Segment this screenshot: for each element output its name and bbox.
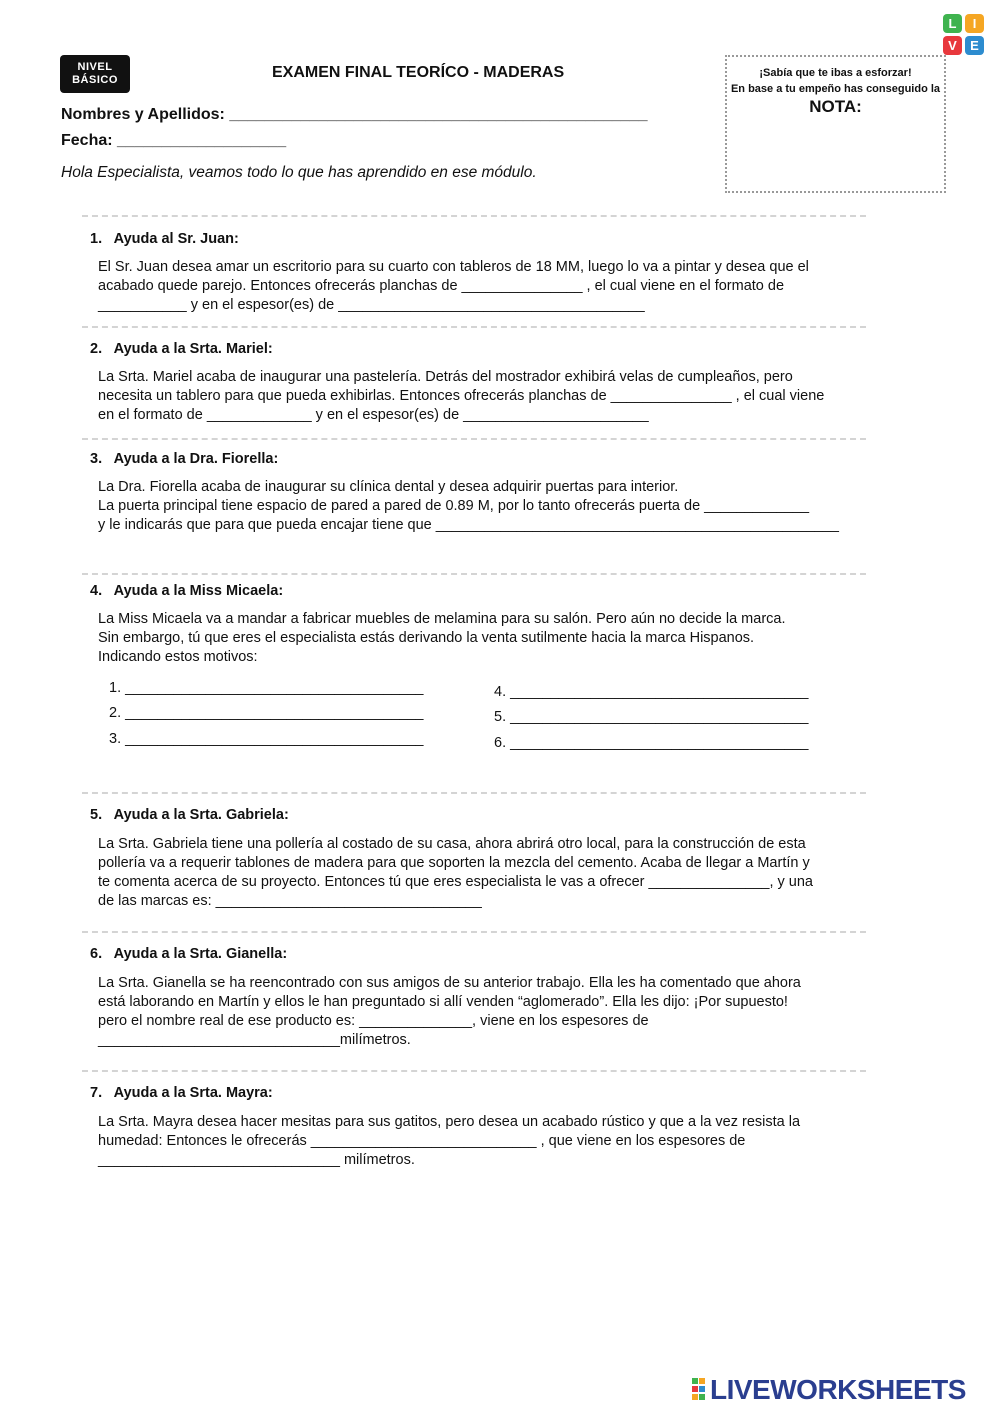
intro-text: Hola Especialista, veamos todo lo que has aprendido en ese módulo. [61, 164, 537, 181]
text-line: Indicando estos motivos: [98, 649, 258, 665]
question-number: 4. [90, 583, 103, 599]
text-line: acabado quede parejo. Entonces ofrecerás planchas de _______________ , el cual viene en el formato de [98, 278, 785, 294]
divider [82, 931, 866, 933]
text-line: ___________ y en el espesor(es) de ______________________________________ [98, 297, 645, 313]
page-title: EXAMEN FINAL TEORÍCO - MADERAS [272, 64, 565, 81]
text-line: El Sr. Juan desea amar un escritorio para su cuarto con tableros de 18 MM, luego lo va a pintar y desea que el [98, 259, 809, 275]
logo-letter-i: I [965, 14, 984, 33]
question-title: Ayuda a la Srta. Gianella: [113, 946, 288, 962]
text-line: está laborando en Martín y ellos le han preguntado si allí venden “aglomerado”. Ella les dijo: ¡Por supuesto! [98, 994, 788, 1010]
grade-box [725, 55, 946, 193]
answer-item-6[interactable]: 6. _____________________________________ [494, 735, 809, 751]
text-line: pero el nombre real de ese producto es: ______________, viene en los espesores de [98, 1013, 649, 1029]
question-number: 5. [90, 807, 103, 823]
text-line: en el formato de _____________ y en el espesor(es) de _______________________ [98, 407, 649, 423]
text-line: La Dra. Fiorella acaba de inaugurar su clínica dental y desea adquirir puertas para interior. [98, 479, 679, 495]
badge-line1: NIVEL [77, 61, 113, 73]
question-1-text[interactable] [98, 258, 862, 315]
answer-item-1[interactable]: 1. _____________________________________ [109, 680, 424, 696]
grade-label: NOTA: [809, 97, 862, 116]
badge-line2: BÁSICO [72, 74, 118, 86]
text-line: ______________________________milímetros. [98, 1032, 411, 1048]
question-number: 7. [90, 1085, 103, 1101]
divider [82, 1070, 866, 1072]
question-title: Ayuda a la Miss Micaela: [113, 583, 284, 599]
logo-letter-e: E [965, 36, 984, 55]
question-3-heading [90, 451, 278, 467]
watermark-text: LIVEWORKSHEETS [710, 1374, 966, 1405]
liveworksheets-logo-icon [692, 1378, 706, 1400]
question-4-heading [90, 583, 283, 599]
question-2-heading [90, 341, 273, 357]
text-line: La Miss Micaela va a mandar a fabricar muebles de melamina para su salón. Pero aún no decide la marca. [98, 611, 786, 627]
question-1-heading [90, 231, 239, 247]
text-line: La Srta. Mayra desea hacer mesitas para sus gatitos, pero desea un acabado rústico y que a la vez resista la [98, 1114, 801, 1130]
text-line: ______________________________ milímetros. [98, 1152, 415, 1168]
question-6-heading [90, 946, 287, 962]
answer-item-5[interactable]: 5. _____________________________________ [494, 709, 809, 725]
question-number: 2. [90, 341, 103, 357]
question-4-text [98, 610, 862, 667]
text-line: de las marcas es: _________________________________ [98, 893, 482, 909]
question-number: 1. [90, 231, 103, 247]
divider [82, 792, 866, 794]
grade-box-line2: En base a tu empeño has conseguido la [730, 83, 941, 95]
name-field[interactable]: Nombres y Apellidos: _______________________________________________ [61, 106, 648, 123]
question-3-text[interactable] [98, 478, 862, 535]
question-title: Ayuda al Sr. Juan: [113, 231, 239, 247]
logo-letter-l: L [943, 14, 962, 33]
divider [82, 573, 866, 575]
question-title: Ayuda a la Dra. Fiorella: [113, 451, 279, 467]
date-field[interactable]: Fecha: ___________________ [61, 132, 287, 149]
question-5-heading [90, 807, 289, 823]
question-number: 3. [90, 451, 103, 467]
question-title: Ayuda a la Srta. Mariel: [113, 341, 273, 357]
text-line: La puerta principal tiene espacio de pared a pared de 0.89 M, por lo tanto ofrecerás puerta de _____________ [98, 498, 810, 514]
answer-item-3[interactable]: 3. _____________________________________ [109, 731, 424, 747]
question-7-text[interactable] [98, 1113, 862, 1170]
text-line: te comenta acerca de su proyecto. Entonces tú que eres especialista le vas a ofrecer _______________, y una [98, 874, 813, 890]
question-7-heading [90, 1085, 273, 1101]
live-logo-icon [943, 14, 985, 56]
question-6-text[interactable] [98, 974, 862, 1050]
question-title: Ayuda a la Srta. Mayra: [113, 1085, 273, 1101]
text-line: La Srta. Gianella se ha reencontrado con sus amigos de su anterior trabajo. Ella les ha comentado que ahora [98, 975, 801, 991]
text-line: La Srta. Gabriela tiene una pollería al costado de su casa, ahora abrirá otro local, para la construcción de esta [98, 836, 806, 852]
text-line: humedad: Entonces le ofrecerás ____________________________ , que viene en los espesores de [98, 1133, 746, 1149]
logo-letter-v: V [943, 36, 962, 55]
text-line: y le indicarás que para que pueda encajar tiene que __________________________________________________ [98, 517, 839, 533]
answer-item-2[interactable]: 2. _____________________________________ [109, 705, 424, 721]
question-2-text[interactable] [98, 368, 862, 425]
text-line: pollería va a requerir tablones de madera para que soporten la mezcla del cemento. Acaba de llegar a Martín y [98, 855, 810, 871]
divider [82, 326, 866, 328]
level-badge [60, 55, 130, 93]
question-5-text[interactable] [98, 835, 862, 911]
answer-item-4[interactable]: 4. _____________________________________ [494, 684, 809, 700]
divider [82, 438, 866, 440]
divider [82, 215, 866, 217]
text-line: La Srta. Mariel acaba de inaugurar una pastelería. Detrás del mostrador exhibirá velas de cumpleaños, pero [98, 369, 793, 385]
grade-box-line1: ¡Sabía que te ibas a esforzar! [759, 67, 912, 79]
text-line: Sin embargo, tú que eres el especialista estás derivando la venta sutilmente hacia la marca Hispanos. [98, 630, 755, 646]
question-number: 6. [90, 946, 103, 962]
text-line: necesita un tablero para que pueda exhibirlas. Entonces ofrecerás planchas de _______________ , el cual viene [98, 388, 825, 404]
question-title: Ayuda a la Srta. Gabriela: [113, 807, 289, 823]
